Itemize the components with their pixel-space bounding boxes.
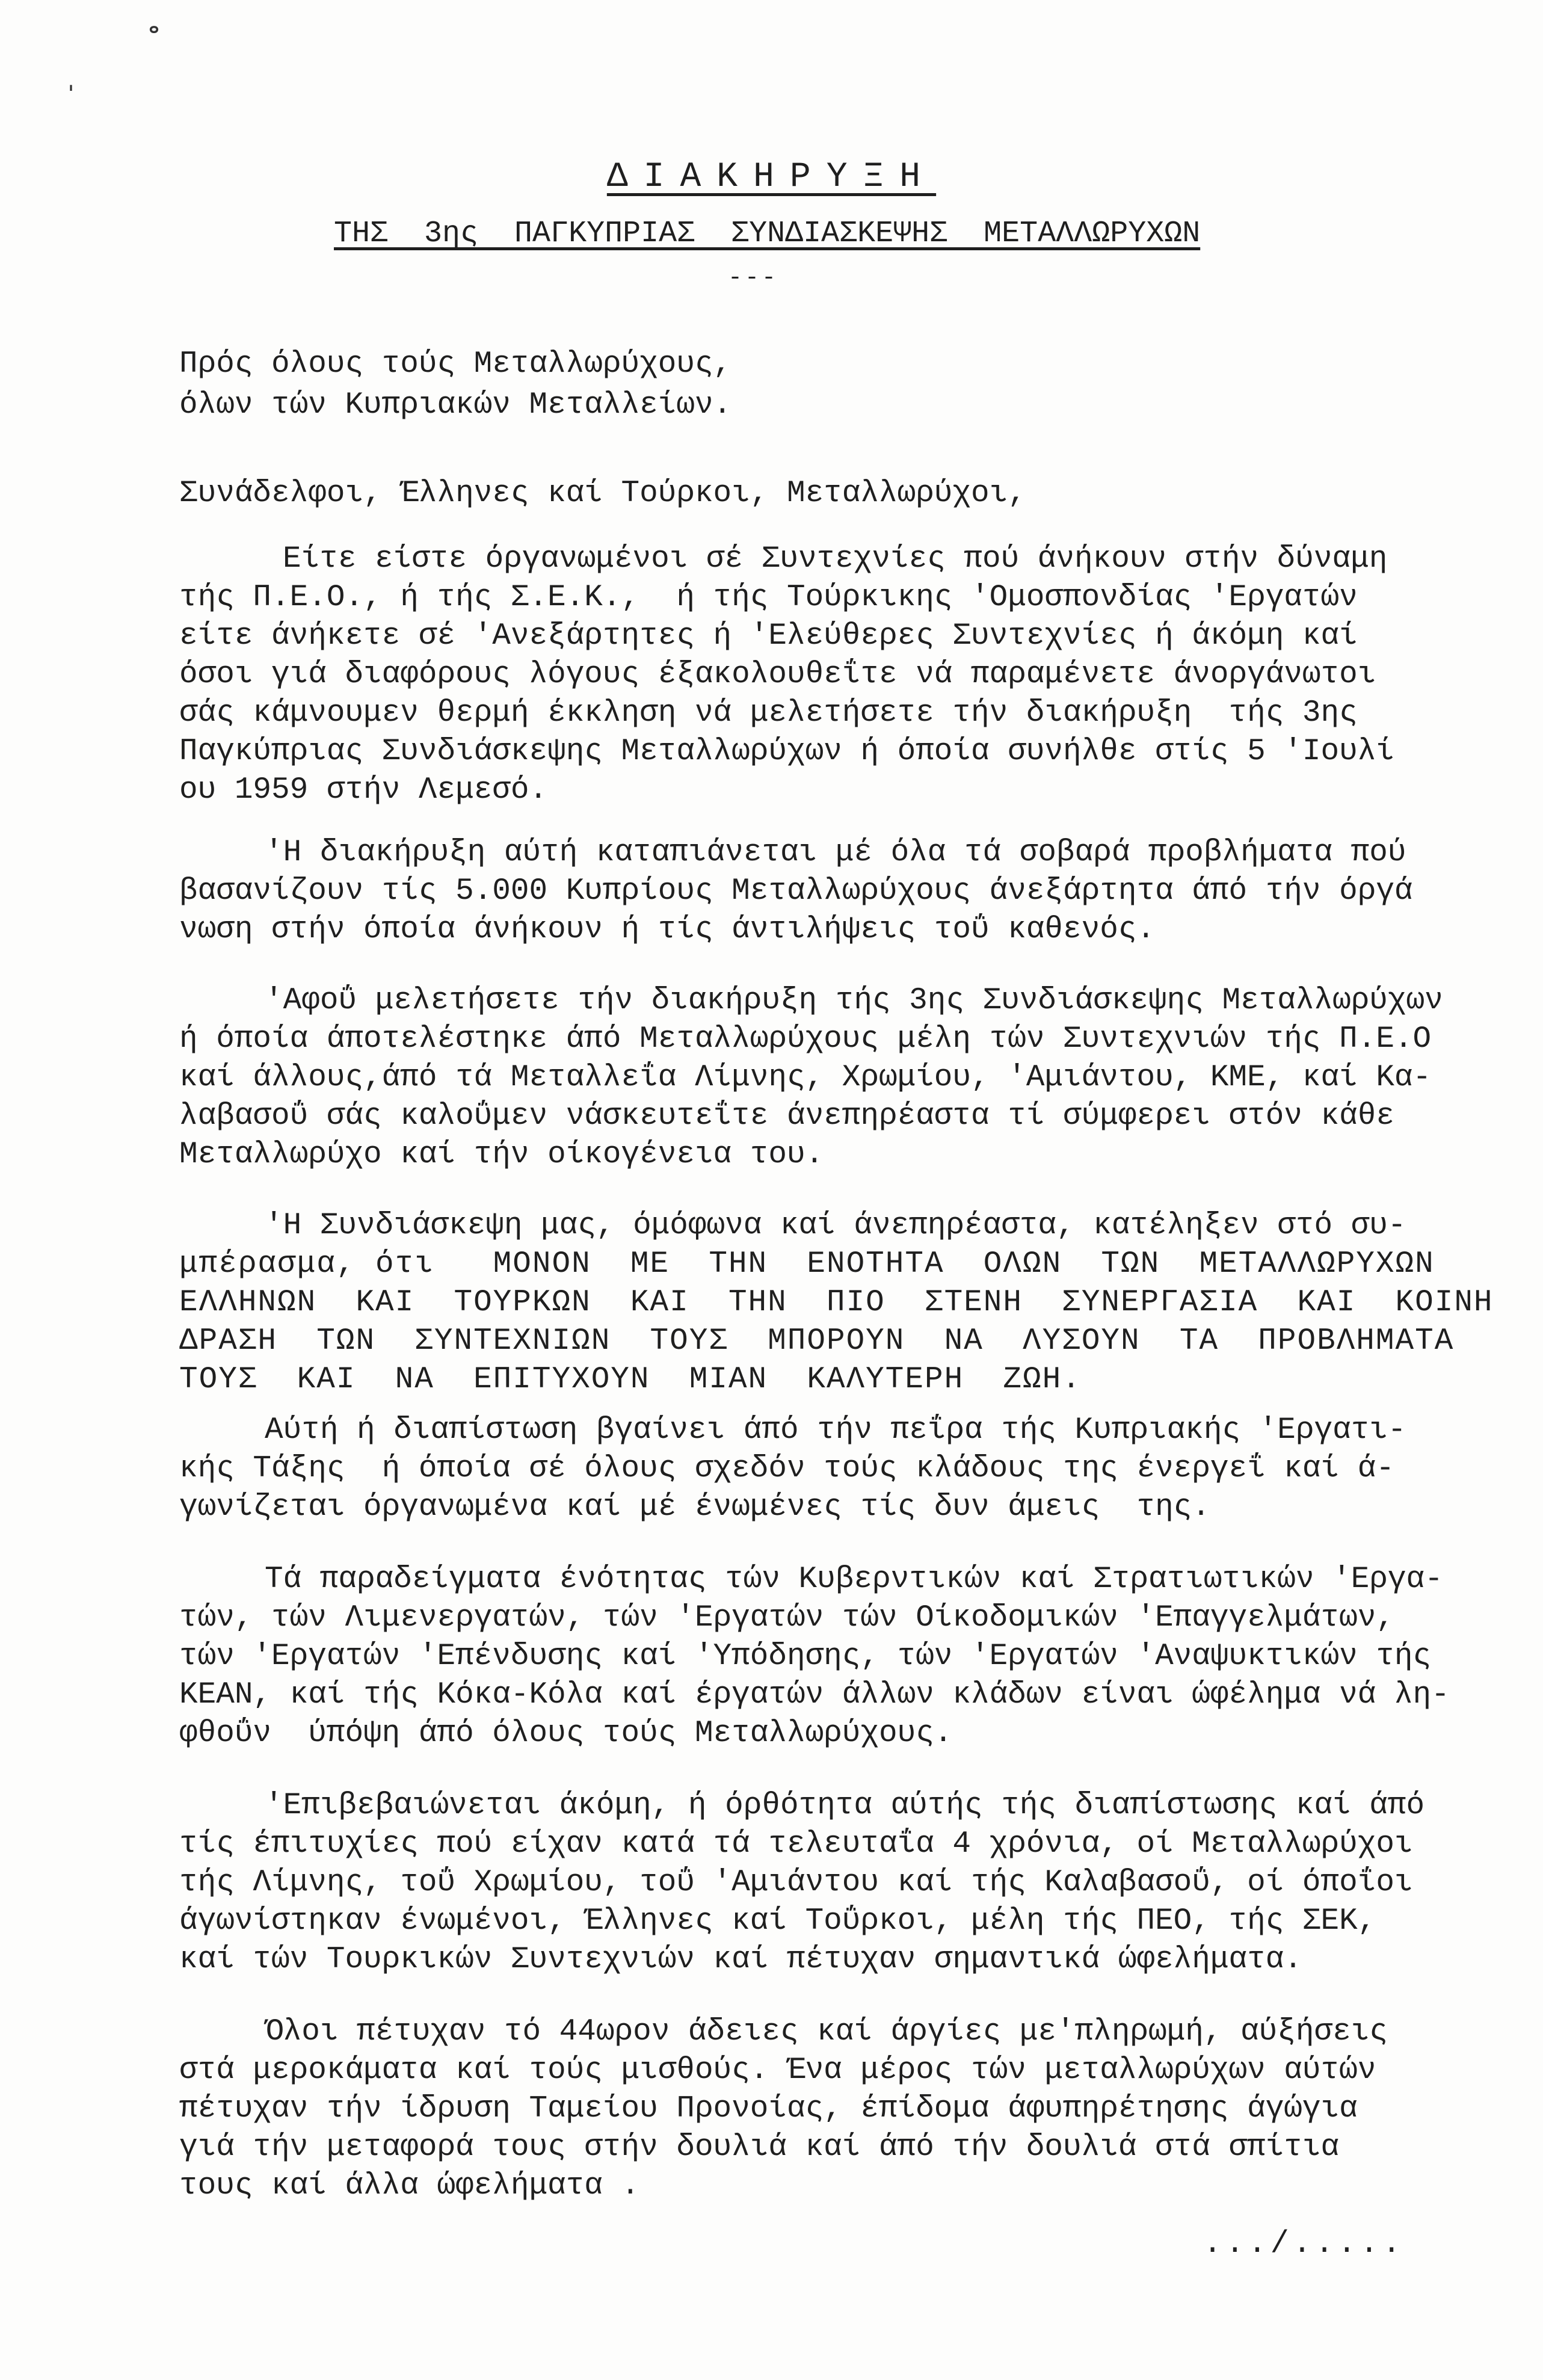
paragraph-line: 'Επιβεβαιώνεται άκόμη, ή όρθότητα αύτής τής διαπίστωσης καί άπό (265, 1789, 1425, 1823)
paragraph-line: σάς κάμνουμεν θερμή έκκληση νά μελετήσετε τήν διακήρυξη τής 3ης (179, 696, 1358, 730)
paragraph-line: Μεταλλωρύχο καί τήν οίκογένεια του. (179, 1138, 824, 1172)
paragraph-line: ου 1959 στήν Λεμεσό. (179, 773, 548, 807)
paragraph-line: 'Αφοΰ μελετήσετε τήν διακήρυξη τής 3ης Συνδιάσκεψης Μεταλλωρύχων (265, 984, 1443, 1018)
paragraph-line: τών, τών Λιμενεργατών, τών 'Εργατών τών Οίκοδομικών 'Επαγγελμάτων, (179, 1601, 1394, 1635)
paragraph-line: λαβασοΰ σάς καλοΰμεν νάσκευτεΐτε άνεπηρέαστα τί σύμφερει στόν κάθε (179, 1099, 1394, 1133)
paragraph-line: είτε άνήκετε σέ 'Ανεξάρτητες ή 'Ελεύθερες Συντεχνίες ή άκόμη καί (179, 619, 1358, 653)
ink-speck: ˚ (143, 24, 165, 65)
paragraph-line: ΤΟΥΣ ΚΑΙ ΝΑ ΕΠΙΤΥΧΟΥΝ ΜΙΑΝ ΚΑΛΥΤΕΡΗ ΖΩΗ. (179, 1363, 1082, 1397)
paragraph-line: κής Τάξης ή όποία σέ όλους σχεδόν τούς κλάδους της ένεργεΐ καί ά- (179, 1452, 1394, 1486)
paragraph-line: πέτυχαν τήν ίδρυση Ταμείου Προνοίας, έπίδομα άφυπηρέτησης άγώγια (179, 2092, 1358, 2126)
paragraph-line: άγωνίστηκαν ένωμένοι, Έλληνες καί Τοΰρκοι, μέλη τής ΠΕΟ, τής ΣΕΚ, (179, 1904, 1376, 1938)
paragraph-line: καί άλλους,άπό τά Μεταλλεΐα Λίμνης, Χρωμίου, 'Αμιάντου, ΚΜΕ, καί Κα- (179, 1061, 1432, 1095)
paragraph-line: τίς έπιτυχίες πού είχαν κατά τά τελευταΐα 4 χρόνια, οί Μεταλλωρύχοι (179, 1827, 1413, 1861)
paragraph-line: γωνίζεται όργανωμένα καί μέ ένωμένες τίς δυν άμεις της. (179, 1490, 1210, 1524)
salutation: Συνάδελφοι, Έλληνες καί Τούρκοι, Μεταλλωρύχοι, (179, 476, 1026, 511)
paragraph-line: ΚΕΑΝ, καί τής Κόκα-Κόλα καί έργατών άλλων κλάδων είναι ώφέλημα νά λη- (179, 1678, 1450, 1712)
subtitle-dash-rule: --- (728, 265, 779, 292)
paragraph-line: βασανίζουν τίς 5.000 Κυπρίους Μεταλλωρύχους άνεξάρτητα άπό τήν όργά (179, 874, 1413, 908)
paragraph-line: μπέρασμα, ότι ΜΟΝΟΝ ΜΕ ΤΗΝ ΕΝΟΤΗΤΑ ΟΛΩΝ ΤΩΝ ΜΕΤΑΛΛΩΡΥΧΩΝ (179, 1247, 1435, 1281)
paragraph-line: Αύτή ή διαπίστωση βγαίνει άπό τήν πεΐρα τής Κυπριακής 'Εργατι- (265, 1413, 1406, 1447)
paragraph-line: στά μεροκάματα καί τούς μισθούς. Ένα μέρος τών μεταλλωρύχων αύτών (179, 2053, 1376, 2088)
paragraph-line: Παγκύπριας Συνδιάσκεψης Μεταλλωρύχων ή όποία συνήλθε στίς 5 'Ιουλί (179, 735, 1394, 769)
paragraph-line: φθοΰν ύπόψη άπό όλους τούς Μεταλλωρύχους. (179, 1716, 953, 1751)
address-line: όλων τών Κυπριακών Μεταλλείων. (179, 388, 732, 422)
paragraph-line: Όλοι πέτυχαν τό 44ωρον άδειες καί άργίες με'πληρωμή, αύξήσεις (265, 2015, 1388, 2049)
paragraph-line: τών 'Εργατών 'Επένδυσης καί 'Υπόδησης, τών 'Εργατών 'Αναψυκτικών τής (179, 1639, 1432, 1674)
paragraph-line: ή όποία άποτελέστηκε άπό Μεταλλωρύχους μέλη τών Συντεχνιών τής Π.Ε.Ο (179, 1022, 1432, 1056)
paragraph-line: νωση στήν όποία άνήκουν ή τίς άντιλήψεις τοΰ καθενός. (179, 913, 1156, 947)
paragraph-line: Είτε είστε όργανωμένοι σέ Συντεχνίες πού άνήκουν στήν δύναμη (283, 542, 1388, 576)
ink-speck: ˈ (60, 82, 82, 123)
document-subtitle: ΤΗΣ 3ης ΠΑΓΚΥΠΡΙΑΣ ΣΥΝΔΙΑΣΚΕΨΗΣ ΜΕΤΑΛΛΩΡΥΧΩΝ (334, 217, 1201, 251)
paragraph-line: ΔΡΑΣΗ ΤΩΝ ΣΥΝΤΕΧΝΙΩΝ ΤΟΥΣ ΜΠΟΡΟΥΝ ΝΑ ΛΥΣΟΥΝ ΤΑ ΠΡΟΒΛΗΜΑΤΑ (179, 1324, 1455, 1358)
paragraph-line: Τά παραδείγματα ένότητας τών Κυβερντικών καί Στρατιωτικών 'Εργα- (265, 1562, 1443, 1597)
document-title: ΔΙΑΚΗΡΥΞΗ (606, 158, 937, 197)
address-line: Πρός όλους τούς Μεταλλωρύχους, (179, 347, 732, 381)
paragraph-line: ΕΛΛΗΝΩΝ ΚΑΙ ΤΟΥΡΚΩΝ ΚΑΙ ΤΗΝ ΠΙΟ ΣΤΕΝΗ ΣΥΝΕΡΓΑΣΙΑ ΚΑΙ ΚΟΙΝΗ (179, 1286, 1494, 1320)
paragraph-line: τους καί άλλα ώφελήματα . (179, 2169, 640, 2203)
paragraph-line: 'Η Συνδιάσκεψη μας, όμόφωνα καί άνεπηρέαστα, κατέληξεν στό συ- (265, 1209, 1406, 1243)
paragraph-line: καί τών Τουρκικών Συντεχνιών καί πέτυχαν σημαντικά ώφελήματα. (179, 1943, 1302, 1977)
paragraph-line: 'Η διακήρυξη αύτή καταπιάνεται μέ όλα τά σοβαρά προβλήματα πού (265, 836, 1406, 870)
continuation-mark: .../..... (1203, 2226, 1405, 2261)
paragraph-line: όσοι γιά διαφόρους λόγους έξακολουθεΐτε νά παραμένετε άνοργάνωτοι (179, 658, 1376, 692)
paragraph-line: γιά τήν μεταφορά τους στήν δουλιά καί άπό τήν δουλιά στά σπίτια (179, 2130, 1340, 2165)
paragraph-line: τής Λίμνης, τοΰ Χρωμίου, τοΰ 'Αμιάντου καί τής Καλαβασοΰ, οί όποΐοι (179, 1866, 1413, 1900)
paragraph-line: τής Π.Ε.Ο., ή τής Σ.Ε.Κ., ή τής Τούρκικης 'Ομοσπονδίας 'Εργατών (179, 581, 1358, 615)
